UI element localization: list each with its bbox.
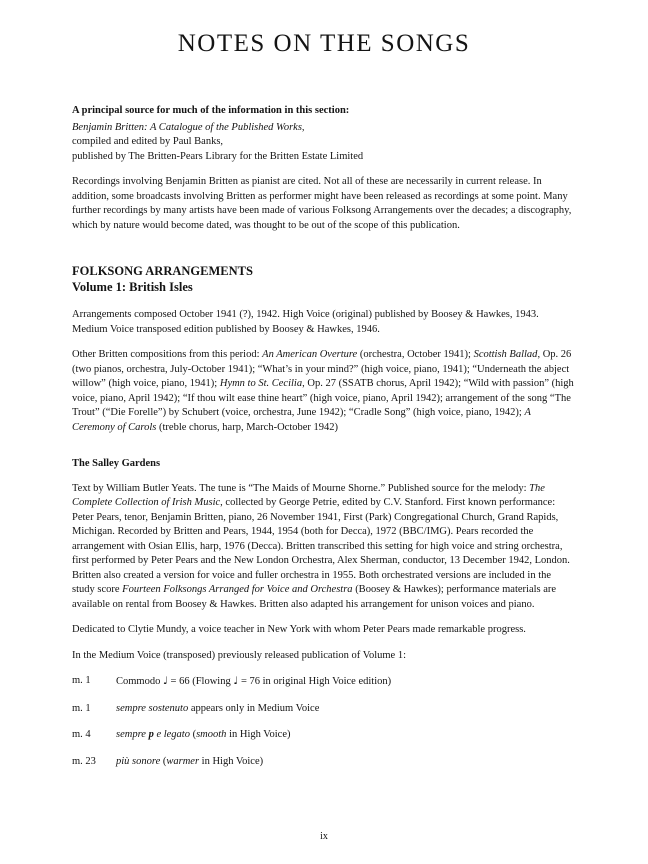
- text-line: [72, 263, 576, 279]
- text-segment: Recordings involving Benjamin Britten as pianist are cited. Not all of these are necessarily in current release. In addition, some broadcasts involving Britten as performer might have been released as recordings at some point. Many further recordings by many artists have been made of various Folksong Arrangements over the decades; a discography, which by nature would become dated, was thought to be out of the scope of this publication.: [72, 176, 572, 231]
- text-segment: The Salley Gardens: [72, 458, 161, 469]
- measure-text: [116, 755, 576, 770]
- text-segment: (Boosey & Hawkes); performance materials are available on rental from Boosey & Hawkes. Britten also adapted his arrangement for unison voices and piano.: [72, 584, 557, 610]
- text-segment: in High Voice): [199, 755, 264, 767]
- measure-label: m. 1: [72, 675, 91, 686]
- text-segment: smooth: [196, 729, 227, 740]
- measure-label: m. 23: [72, 755, 96, 767]
- text-segment: in High Voice): [226, 729, 291, 740]
- source-heading: [72, 104, 576, 119]
- quarter-note-glyph: ♩: [233, 675, 239, 687]
- recordings-note: [72, 175, 576, 233]
- text-segment: Hymn to St. Cecilia: [219, 378, 303, 389]
- text-line: [72, 150, 576, 165]
- text-segment: (: [189, 729, 197, 740]
- text-line: [72, 279, 576, 295]
- text-segment: Fourteen Folksongs Arranged for Voice and Orchestra: [122, 584, 353, 595]
- text-segment: Scottish Ballad: [473, 349, 538, 360]
- text-segment: (treble chorus, harp, March-October 1942): [156, 421, 339, 433]
- text-segment: In the Medium Voice (transposed) previously released publication of Volume 1:: [72, 649, 406, 661]
- text-segment: published by The Britten-Pears Library for the Britten Estate Limited: [72, 150, 364, 162]
- text-segment: An American Overture: [262, 349, 358, 360]
- measure-note: [72, 674, 576, 690]
- other-compositions: [72, 348, 576, 435]
- text-segment: Dedicated to Clytie Mundy, a voice teacher in New York with whom Peter Pears made remarkable progress.: [72, 624, 526, 635]
- text-segment: = 76 in original High Voice edition): [238, 676, 392, 687]
- text-segment: appears only in Medium Voice: [188, 702, 320, 714]
- text-segment: , Op. 26 (two pianos, orchestra, July-October 1941); “What’s in your mind?” (high voice, piano, 1941); “Underneath the abject willow” (high voice, piano, 1941);: [72, 349, 572, 389]
- document-body: [72, 104, 576, 769]
- text-segment: sempre: [116, 729, 149, 740]
- text-segment: The Complete Collection of Irish Music: [72, 482, 545, 508]
- text-segment: Arrangements composed October 1941 (?), 1942. High Voice (original) published by Boosey & Hawkes, 1943. Medium Voice transposed edition published by Boosey & Hawkes, 1946.: [72, 309, 539, 335]
- text-segment: Text by William Butler Yeats. The tune is “The Maids of Mourne Shorne.” Published source for the melody:: [72, 482, 530, 494]
- measure-label: m. 1: [72, 702, 91, 714]
- page-number: ix: [320, 831, 328, 842]
- song-notes: [72, 482, 576, 613]
- medium-voice-intro: [72, 649, 576, 664]
- text-segment: FOLKSONG ARRANGEMENTS: [72, 264, 253, 278]
- page-title: NOTES ON THE SONGS: [177, 30, 471, 57]
- text-segment: A Ceremony of Carols: [72, 407, 531, 433]
- section-heading-folksong-arrangements: [72, 263, 576, 295]
- quarter-note-glyph: ♩: [162, 675, 168, 687]
- text-segment: Volume 1: British Isles: [72, 280, 193, 294]
- measure-label: m. 4: [72, 729, 91, 740]
- measure-text: [116, 674, 576, 690]
- text-segment: Benjamin Britten: A Catalogue of the Published Works,: [72, 121, 305, 133]
- text-line: [72, 135, 576, 150]
- text-segment: warmer: [166, 755, 200, 767]
- text-segment: più sonore: [116, 755, 161, 767]
- text-segment: Commodo: [116, 676, 163, 687]
- text-segment: p: [148, 729, 154, 740]
- text-segment: = 66 (Flowing: [167, 676, 234, 687]
- text-segment: e legato: [153, 729, 190, 740]
- text-segment: A principal source for much of the information in this section:: [72, 105, 350, 116]
- measure-note: [72, 728, 576, 743]
- measure-note: [72, 755, 576, 770]
- measure-note: [72, 702, 576, 717]
- text-line: [72, 121, 576, 136]
- text-segment: Other Britten compositions from this period:: [72, 349, 263, 360]
- source-citation: [72, 121, 576, 165]
- text-segment: (: [160, 755, 167, 767]
- dedication: [72, 623, 576, 638]
- text-segment: , collected by George Petrie, edited by C.V. Stanford. First known performance: Peter Pears, tenor, Benjamin Britten, piano, 26 November 1941, First (Park) Congregational Church, Grand Rapids, Michigan. Recorded by Britten and Pears, 1944, 1954 (both for Decca), 1972 (BBC/IMG). Pears recorded the arrangement with Osian Ellis, harp, 1976 (Decca). Britten transcribed this setting for high voice and string orchestra, first performed by Peter Pears and the New London Orchestra, Alex Sherman, conductor, 13 December 1942, London. Britten also created a version for voice and fuller orchestra in 1955. Both orchestrated versions are included in the study score: [72, 497, 570, 595]
- publication-details: [72, 308, 576, 337]
- text-segment: , Op. 27 (SSATB chorus, April 1942); “Wild with passion” (high voice, piano, April 1942); “If thou wilt ease thine heart” (high voice, piano, April 1942); arrangement of the song “The Trout” (“Die Forelle”) by Schubert (voice, orchestra, June 1942); “Cradle Song” (high voice, piano, 1942);: [72, 378, 574, 418]
- text-segment: (orchestra, October 1941);: [357, 349, 474, 360]
- measure-text: [116, 702, 576, 717]
- song-heading-salley-gardens: [72, 457, 576, 472]
- text-segment: sempre sostenuto: [116, 702, 189, 714]
- measure-text: [116, 728, 576, 743]
- text-segment: compiled and edited by Paul Banks,: [72, 136, 224, 147]
